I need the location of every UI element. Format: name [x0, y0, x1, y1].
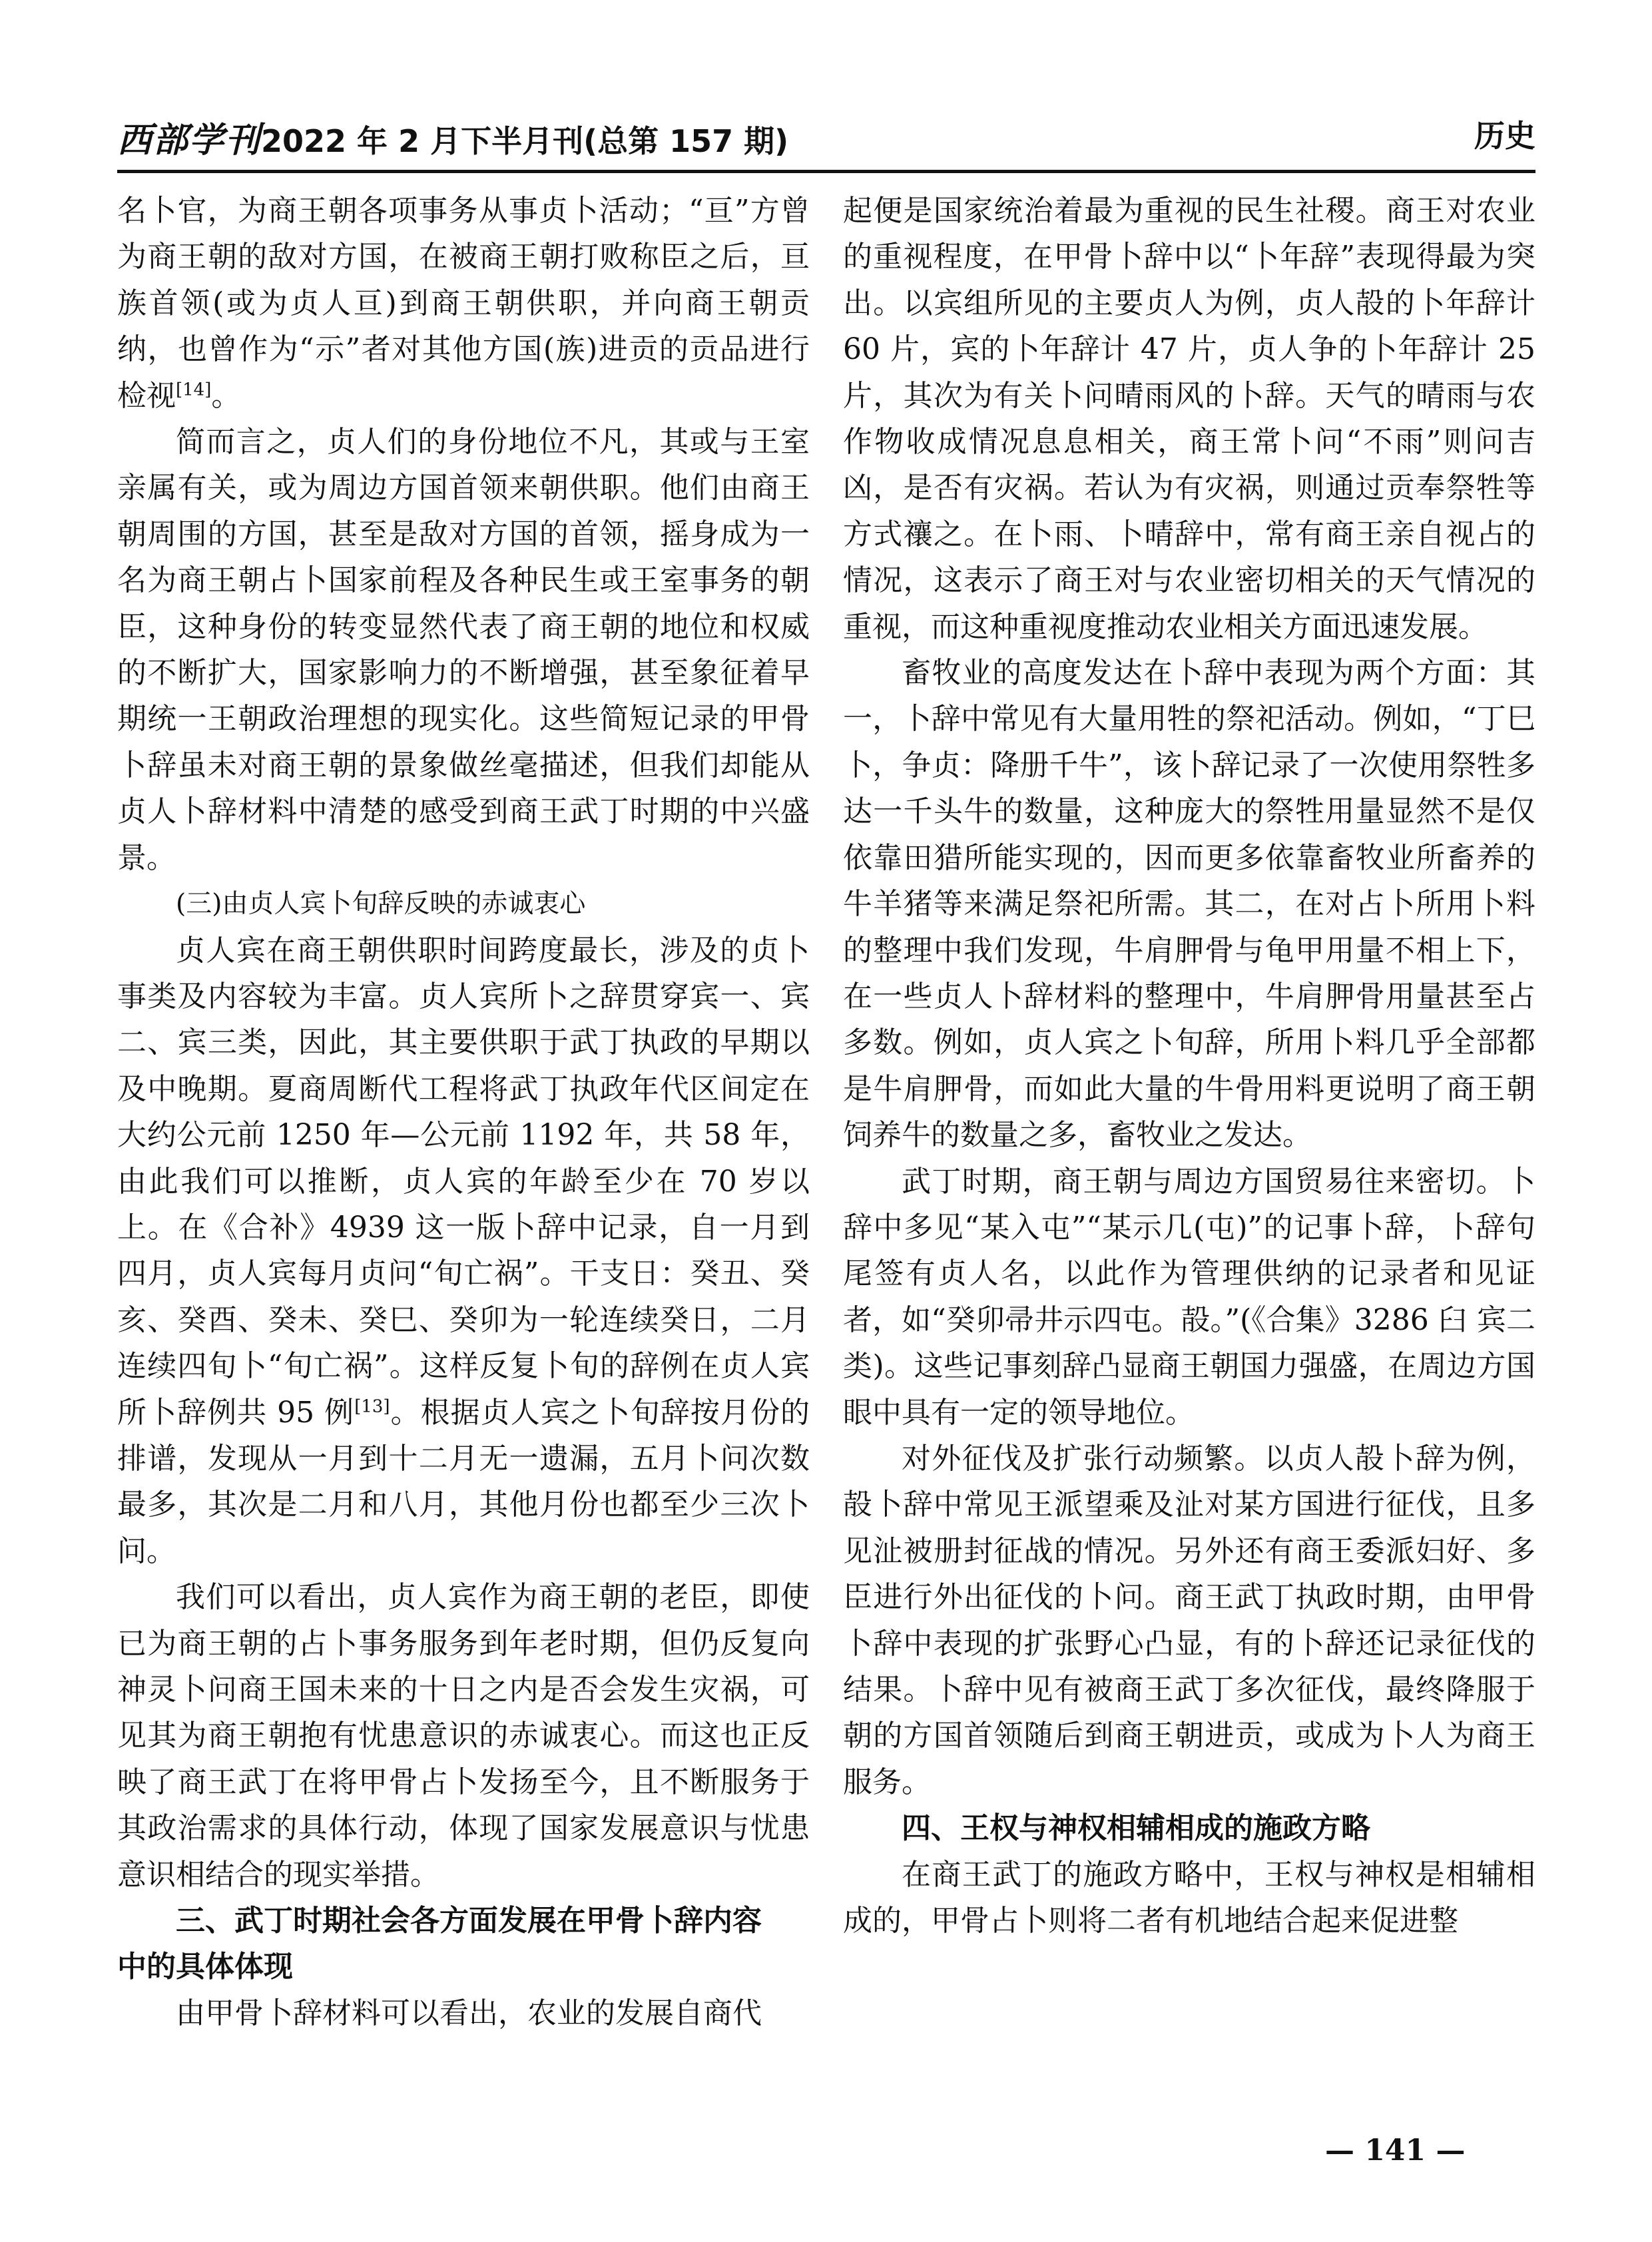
section-heading: 四、王权与神权相辅相成的施政方略: [902, 1811, 1370, 1846]
citation-ref: [13]: [354, 1396, 390, 1416]
paragraph: 我们可以看出，贞人宾作为商王朝的老臣，即使已为商王朝的占卜事务服务到年老时期，但仍反复向神灵卜问商王国未来的十日之内是否会发生灾祸，可见其为商王朝抱有忧患意识的赤诚衷心。而这也正反映了商王武丁在将甲骨占卜发扬至今，且不断服务于其政治需求的具体行动，体现了国家发展意识与忧患意识相结合的现实举措。: [117, 1580, 810, 1892]
paragraph: 由甲骨卜辞材料可以看出，农业的发展自商代: [176, 1996, 762, 2030]
journal-logo: 西部学刊: [117, 120, 262, 160]
paragraph: 简而言之，贞人们的身份地位不凡，其或与王室亲属有关，或为周边方国首领来朝供职。他们由商王朝周围的方国，甚至是敌对方国的首领，摇身成为一名为商王朝占卜国家前程及各种民生或王室事务的朝臣，这种身份的转变显然代表了商王朝的地位和权威的不断扩大，国家影响力的不断增强，甚至象征着早期统一王朝政治理想的现实化。这些简短记录的甲骨卜辞虽未对商王朝的景象做丝毫描述，但我们却能从贞人卜辞材料中清楚的感受到商王武丁时期的中兴盛景。: [117, 425, 810, 875]
journal-issue-line: [117, 112, 788, 162]
paragraph: 对外征伐及扩张行动频繁。以贞人㱿卜辞为例，㱿卜辞中常见王派望乘及沚对某方国进行征伐，且多见沚被册封征战的情况。另外还有商王委派妇好、多臣进行外出征伐的卜问。商王武丁执政时期，由甲骨卜辞中表现的扩张野心凸显，有的卜辞还记录征伐的结果。卜辞中见有被商王武丁多次征伐，最终降服于朝的方国首领随后到商王朝进贡，或成为卜人为商王服务。: [843, 1441, 1535, 1799]
paragraph: 武丁时期，商王朝与周边方国贸易往来密切。卜辞中多见“某入屯”“某示几(屯)”的记事卜辞，卜辞句尾签有贞人名，以此作为管理供纳的记录者和见证者，如“癸卯帚井示四屯。㱿。”(《合集》3286 臼 宾二类)。这些记事刻辞凸显商王朝国力强盛，在周边方国眼中具有一定的领导地位。: [843, 1164, 1535, 1430]
section-heading-cont: 中的具体体现: [117, 1950, 293, 1984]
page-header: [117, 112, 1535, 165]
paragraph-text: 贞人宾在商王朝供职时间跨度最长，涉及的贞卜事类及内容较为丰富。贞人宾所卜之辞贯穿宾一、宾二、宾三类，因此，其主要供职于武丁执政的早期以及中晚期。夏商周断代工程将武丁执政年代区间定在大约公元前 1250 年—公元前 1192 年，共 58 年，由此我们可以推断，贞人宾的年龄至少在 70 岁以上。在《合补》4939 这一版卜辞中记录，自一月到四月，贞人宾每月贞问“旬亡祸”。干支日：癸丑、癸亥、癸酉、癸未、癸巳、癸卯为一轮连续癸日，二月连续四旬卜“旬亡祸”。这样反复卜旬的辞例在贞人宾所卜辞例共 95 例: [117, 933, 810, 1430]
paragraph: 在商王武丁的施政方略中，王权与神权是相辅相成的，甲骨占卜则将二者有机地结合起来促进整: [843, 1857, 1535, 1938]
paragraph-text: 名卜官，为商王朝各项事务从事贞卜活动；“亘”方曾为商王朝的敌对方国，在被商王朝打败称臣之后，亘族首领(或为贞人亘)到商王朝供职，并向商王朝贡纳，也曾作为“示”者对其他方国(族)进贡的贡品进行检视: [117, 194, 810, 413]
left-column: [117, 188, 810, 2036]
paragraph: 畜牧业的高度发达在卜辞中表现为两个方面：其一，卜辞中常见有大量用牲的祭祀活动。例如，“丁巳卜，争贞：降册千牛”，该卜辞记录了一次使用祭牲多达一千头牛的数量，这种庞大的祭牲用量显然不是仅依靠田猎所能实现的，因而更多依靠畜牧业所畜养的牛羊猪等来满足祭祀所需。其二，在对占卜所用卜料的整理中我们发现，牛肩胛骨与龟甲用量不相上下，在一些贞人卜辞材料的整理中，牛肩胛骨用量甚至占多数。例如，贞人宾之卜旬辞，所用卜料几乎全部都是牛肩胛骨，而如此大量的牛骨用料更说明了商王朝饲养牛的数量之多，畜牧业之发达。: [843, 656, 1535, 1153]
page-number: — 141 —: [1325, 2133, 1466, 2167]
subsection-heading: (三)由贞人宾卜旬辞反映的赤诚衷心: [176, 889, 586, 920]
header-rule: [117, 170, 1535, 173]
right-column: [843, 188, 1535, 1944]
paragraph-text: 。: [211, 378, 241, 413]
section-heading: 三、武丁时期社会各方面发展在甲骨卜辞内容: [176, 1904, 762, 1938]
paragraph: 起便是国家统治着最为重视的民生社稷。商王对农业的重视程度，在甲骨卜辞中以“卜年辞”表现得最为突出。以宾组所见的主要贞人为例，贞人㱿的卜年辞计 60 片，宾的卜年辞计 47 片，贞人争的卜年辞计 25 片，其次为有关卜问晴雨风的卜辞。天气的晴雨与农作物收成情况息息相关，商王常卜问“不雨”则问吉凶，是否有灾祸。若认为有灾祸，则通过贡奉祭牲等方式禳之。在卜雨、卜晴辞中，常有商王亲自视占的情况，这表示了商王对与农业密切相关的天气情况的重视，而这种重视度推动农业相关方面迅速发展。: [843, 194, 1535, 644]
section-label: 历史: [1474, 118, 1535, 154]
citation-ref: [14]: [176, 379, 212, 400]
paragraph-text: 。根据贞人宾之卜旬辞按月份的排谱，发现从一月到十二月无一遗漏，五月卜问次数最多，其次是二月和八月，其他月份也都至少三次卜问。: [117, 1395, 810, 1568]
paragraph: [117, 188, 810, 419]
paragraph: [117, 928, 810, 1575]
issue-info: 2022 年 2 月下半月刊(总第 157 期): [261, 123, 789, 159]
